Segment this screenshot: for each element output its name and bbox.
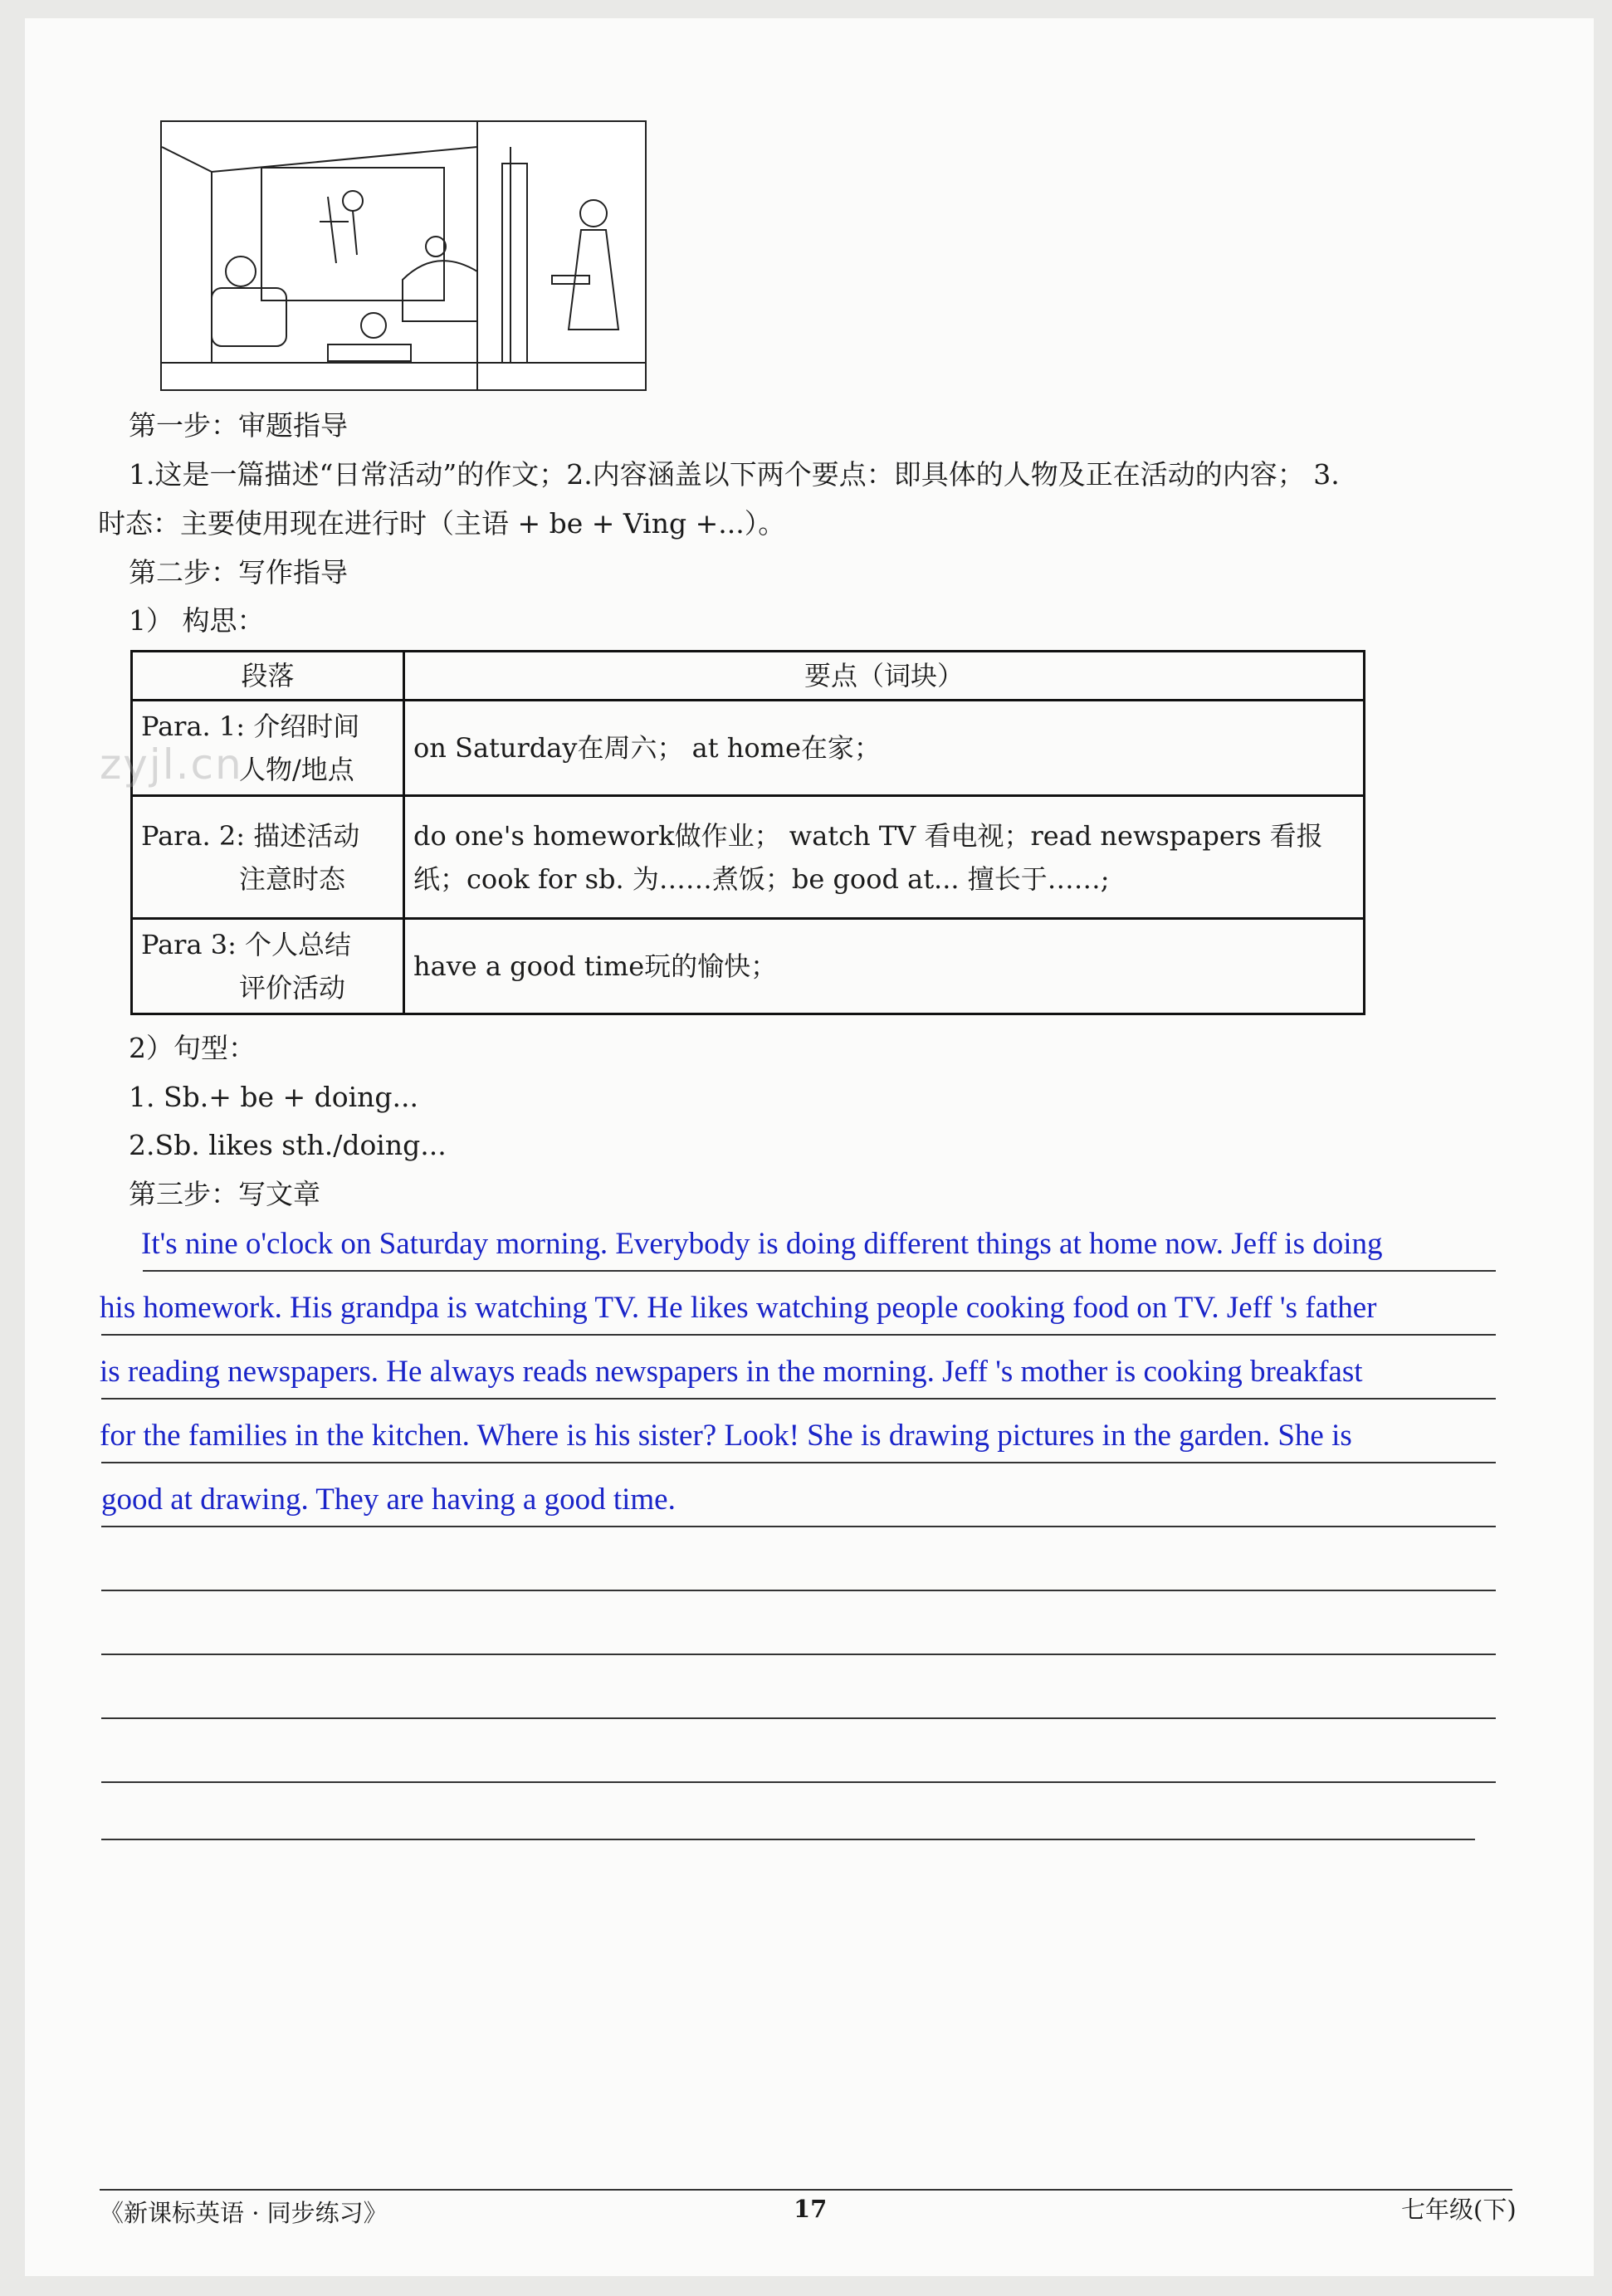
writing-line bbox=[101, 1334, 1496, 1336]
writing-plan-table bbox=[130, 650, 1365, 1015]
writing-line bbox=[143, 1270, 1496, 1272]
essay-line-3: is reading newspapers. He always reads newspapers in the morning. Jeff 's mother is cooking breakfast bbox=[100, 1355, 1363, 1389]
para-focus: 评价活动 bbox=[239, 972, 346, 1004]
header-paragraph: 段落 bbox=[132, 652, 404, 701]
writing-line bbox=[101, 1462, 1496, 1463]
points-line: have a good time玩的愉快； bbox=[413, 950, 778, 982]
sentence-pattern-2: 2.Sb. likes sth./doing... bbox=[129, 1129, 447, 1161]
para-cell bbox=[132, 796, 404, 919]
essay-line-1: It's nine o'clock on Saturday morning. Everybody is doing different things at home now. Jeff is doing bbox=[141, 1227, 1383, 1261]
table-row bbox=[132, 919, 1365, 1014]
writing-line bbox=[101, 1590, 1496, 1591]
essay-line-4: for the families in the kitchen. Where is his sister? Look! She is drawing pictures in the garden. She is bbox=[100, 1419, 1352, 1453]
table-row bbox=[132, 796, 1365, 919]
footer-book-title: 《新课标英语 · 同步练习》 bbox=[100, 2199, 388, 2227]
writing-line bbox=[101, 1781, 1496, 1783]
step1-line2: 时态：主要使用现在进行时（主语 + be + Ving +...）。 bbox=[98, 507, 786, 540]
points-line: do one's homework做作业； watch TV 看电视；read newspapers 看报 bbox=[413, 819, 1323, 852]
watermark: zyjl.cn bbox=[100, 740, 243, 789]
header-points: 要点（词块） bbox=[404, 652, 1365, 701]
step2-subheading-pattern: 2）句型： bbox=[129, 1032, 256, 1064]
footer-rule bbox=[100, 2189, 1512, 2191]
writing-line bbox=[101, 1526, 1496, 1527]
para-label: Para 3: 个人总结 bbox=[141, 929, 352, 960]
writing-line bbox=[101, 1654, 1496, 1655]
para-focus: 注意时态 bbox=[239, 862, 346, 895]
writing-line bbox=[101, 1398, 1496, 1400]
points-line: on Saturday在周六； at home在家； bbox=[413, 732, 881, 764]
writing-line bbox=[101, 1839, 1475, 1840]
para-focus: 人物/地点 bbox=[239, 754, 354, 785]
essay-line-5: good at drawing. They are having a good time. bbox=[101, 1483, 676, 1517]
family-activity-illustration bbox=[160, 120, 647, 391]
footer-grade: 七年级(下) bbox=[1401, 2196, 1517, 2224]
table-header-row bbox=[132, 652, 1365, 701]
step1-line1: 1.这是一篇描述“日常活动”的作文；2.内容涵盖以下两个要点：即具体的人物及正在活动的内容； 3. bbox=[129, 458, 1340, 491]
para-label: Para. 1: 介绍时间 bbox=[141, 711, 360, 742]
para-cell bbox=[132, 919, 404, 1014]
page-number: 17 bbox=[794, 2195, 828, 2223]
step2-subheading-idea: 1） 构思： bbox=[129, 604, 265, 637]
para-label: Para. 2: 描述活动 bbox=[141, 819, 360, 852]
essay-line-2: his homework. His grandpa is watching TV. He likes watching people cooking food on TV. Jeff 's father bbox=[100, 1291, 1377, 1325]
table-row bbox=[132, 701, 1365, 796]
points-cell bbox=[404, 919, 1365, 1014]
illustration-drawing bbox=[162, 122, 645, 389]
sentence-pattern-1: 1. Sb.+ be + doing... bbox=[129, 1081, 419, 1113]
writing-line bbox=[101, 1717, 1496, 1719]
points-cell bbox=[404, 796, 1365, 919]
step2-title: 第二步：写作指导 bbox=[129, 556, 348, 589]
points-cell bbox=[404, 701, 1365, 796]
points-line: 纸；cook for sb. 为……煮饭；be good at... 擅长于……; bbox=[413, 862, 1110, 895]
step3-title: 第三步：写文章 bbox=[129, 1178, 320, 1210]
step1-title: 第一步：审题指导 bbox=[129, 409, 348, 442]
